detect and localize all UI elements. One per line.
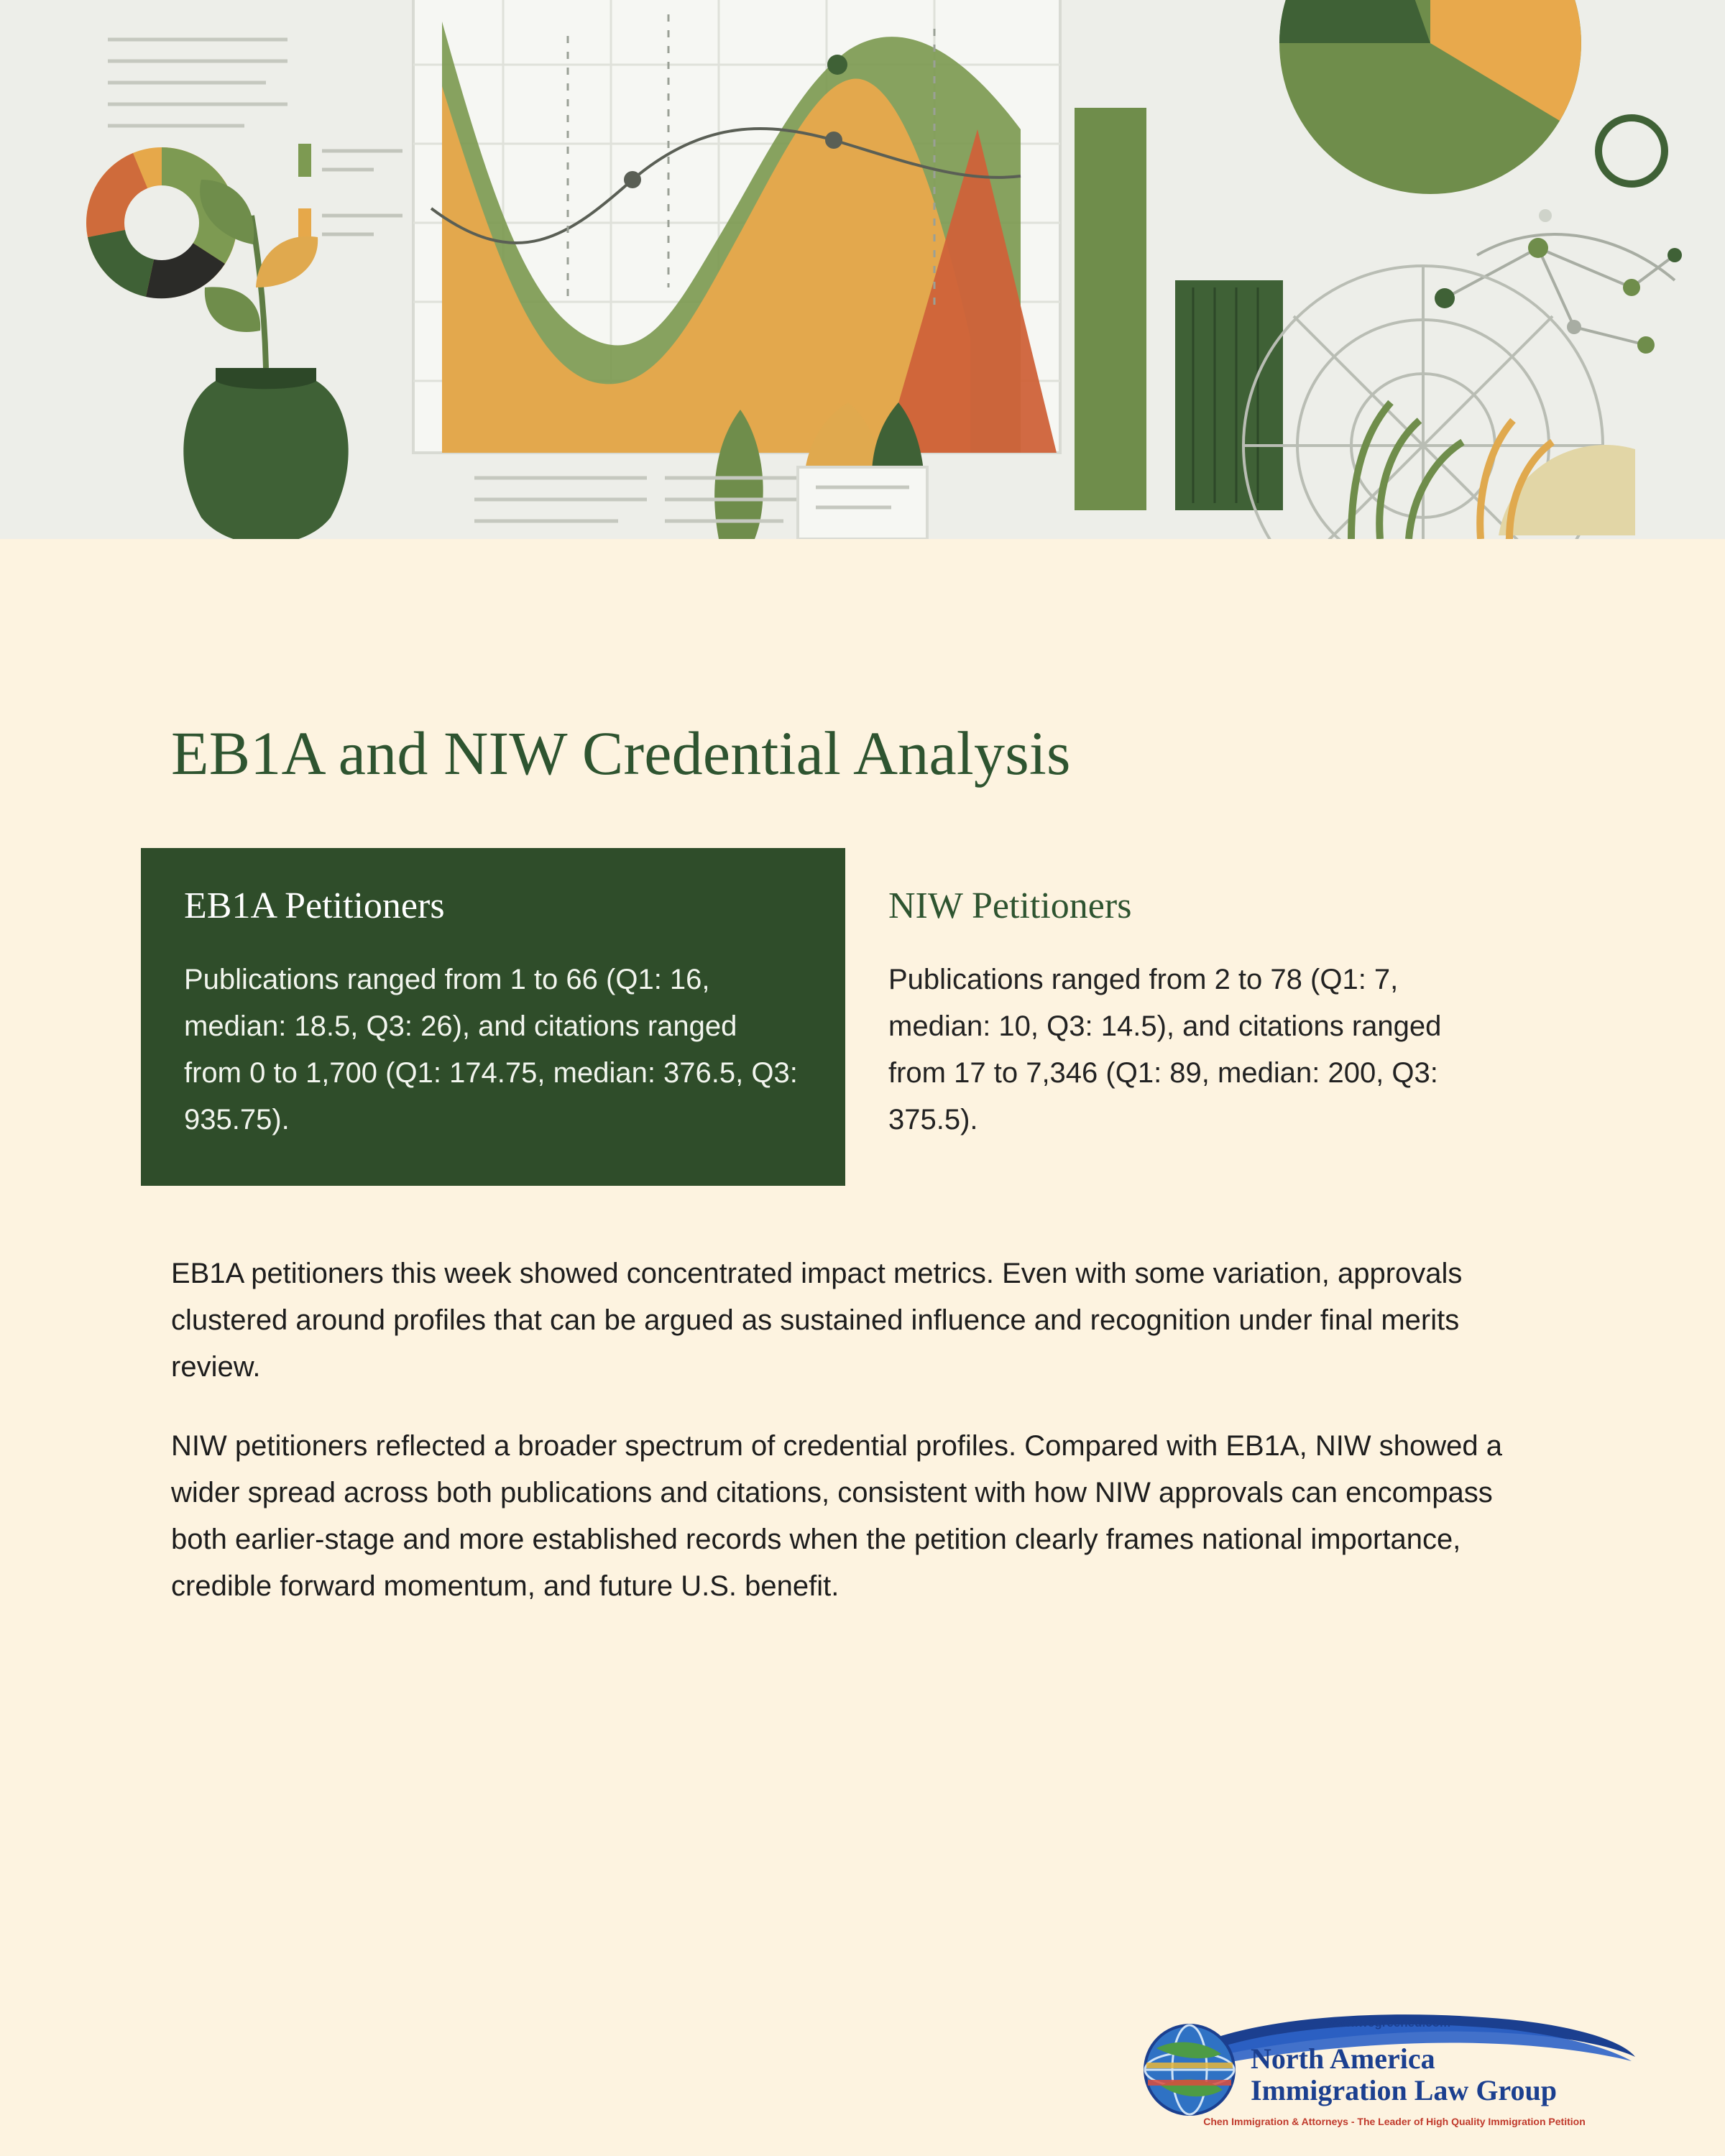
hero-artwork (0, 0, 1725, 539)
eb1a-card (141, 848, 845, 1186)
niw-card (845, 848, 1550, 1186)
hero-illustration (0, 0, 1725, 539)
stats-card-row (141, 848, 1586, 1186)
logo-line-2: Immigration Law Group (1251, 2074, 1557, 2106)
page-title: EB1A and NIW Credential Analysis (171, 718, 1071, 788)
eb1a-card-title: EB1A Petitioners (184, 885, 445, 926)
paragraph-eb1a: EB1A petitioners this week showed concentrated impact metrics. Even with some variation, approvals clustered around profiles that can be argued as sustained influence and recognition under final merits review. (171, 1258, 1463, 1383)
eb1a-card-body: Publications ranged from 1 to 66 (Q1: 16, median: 18.5, Q3: 26), and citations ranged from 0 to 1,700 (Q1: 174.75, median: 376.5, Q3: 935.75). (184, 964, 798, 1135)
niw-card-title: NIW Petitioners (888, 885, 1132, 926)
main-chart-panel (413, 0, 1060, 453)
small-card (798, 467, 927, 539)
logo-website: www.wegreened.com (1326, 2016, 1451, 2030)
logo-tagline: Chen Immigration & Attorneys - The Leader of High Quality Immigration Petition (1203, 2116, 1586, 2127)
analysis-paragraphs (171, 1250, 1537, 1643)
niw-card-body: Publications ranged from 2 to 78 (Q1: 7, median: 10, Q3: 14.5), and citations ranged from 17 to 7,346 (Q1: 89, median: 200, Q3: 375.5). (888, 964, 1442, 1135)
firm-logo (1136, 2007, 1639, 2136)
logo-line-1: North America (1251, 2042, 1435, 2075)
article-content (0, 539, 1725, 2156)
paragraph-niw: NIW petitioners reflected a broader spectrum of credential profiles. Compared with EB1A, NIW showed a wider spread across both publications and citations, consistent with how NIW approvals can encompass both earlier-stage and more established records when the petition clearly frames national importance, credible forward momentum, and future U.S. benefit. (171, 1430, 1502, 1602)
firm-logo-artwork (1136, 2007, 1639, 2136)
